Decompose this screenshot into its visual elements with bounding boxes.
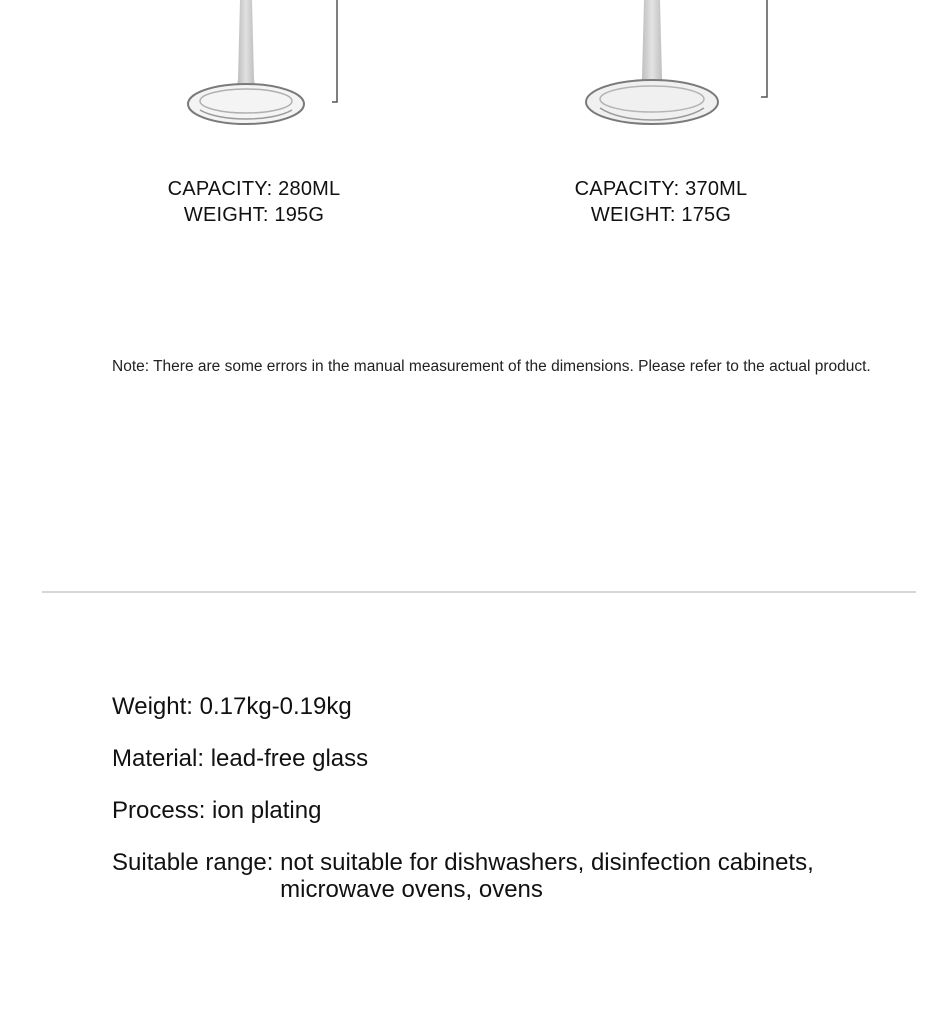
weight-label: WEIGHT: 195G: [183, 204, 325, 226]
attribute-value: ion plating: [212, 797, 322, 824]
capacity-label: CAPACITY: 370ML: [574, 178, 748, 200]
section-divider: [42, 591, 916, 593]
wine-glass-image-right: [580, 0, 780, 135]
attribute-label: Suitable range:: [112, 849, 281, 876]
attribute-value: 0.17kg-0.19kg: [199, 693, 352, 720]
wine-glass-image-left: [180, 0, 350, 135]
measurement-note: Note: There are some errors in the manual measurement of the dimensions. Please refer to the actual product.: [112, 358, 871, 375]
capacity-label: CAPACITY: 280ML: [167, 178, 341, 200]
product-spec-right: [531, 176, 791, 228]
attribute-label: Weight:: [112, 693, 200, 720]
attribute-row-material: [112, 745, 912, 772]
attribute-row-weight: [112, 693, 912, 720]
attribute-value: lead-free glass: [210, 745, 369, 772]
attribute-label: Process:: [112, 797, 213, 824]
product-spec-left: [124, 176, 384, 228]
weight-label: WEIGHT: 175G: [590, 204, 732, 226]
attribute-row-process: [112, 797, 912, 824]
attribute-row-suitable-range: [112, 849, 912, 903]
attribute-value: not suitable for dishwashers, disinfection cabinets, microwave ovens, ovens: [280, 849, 814, 903]
attribute-label: Material:: [112, 745, 211, 772]
product-attributes: [112, 693, 912, 928]
